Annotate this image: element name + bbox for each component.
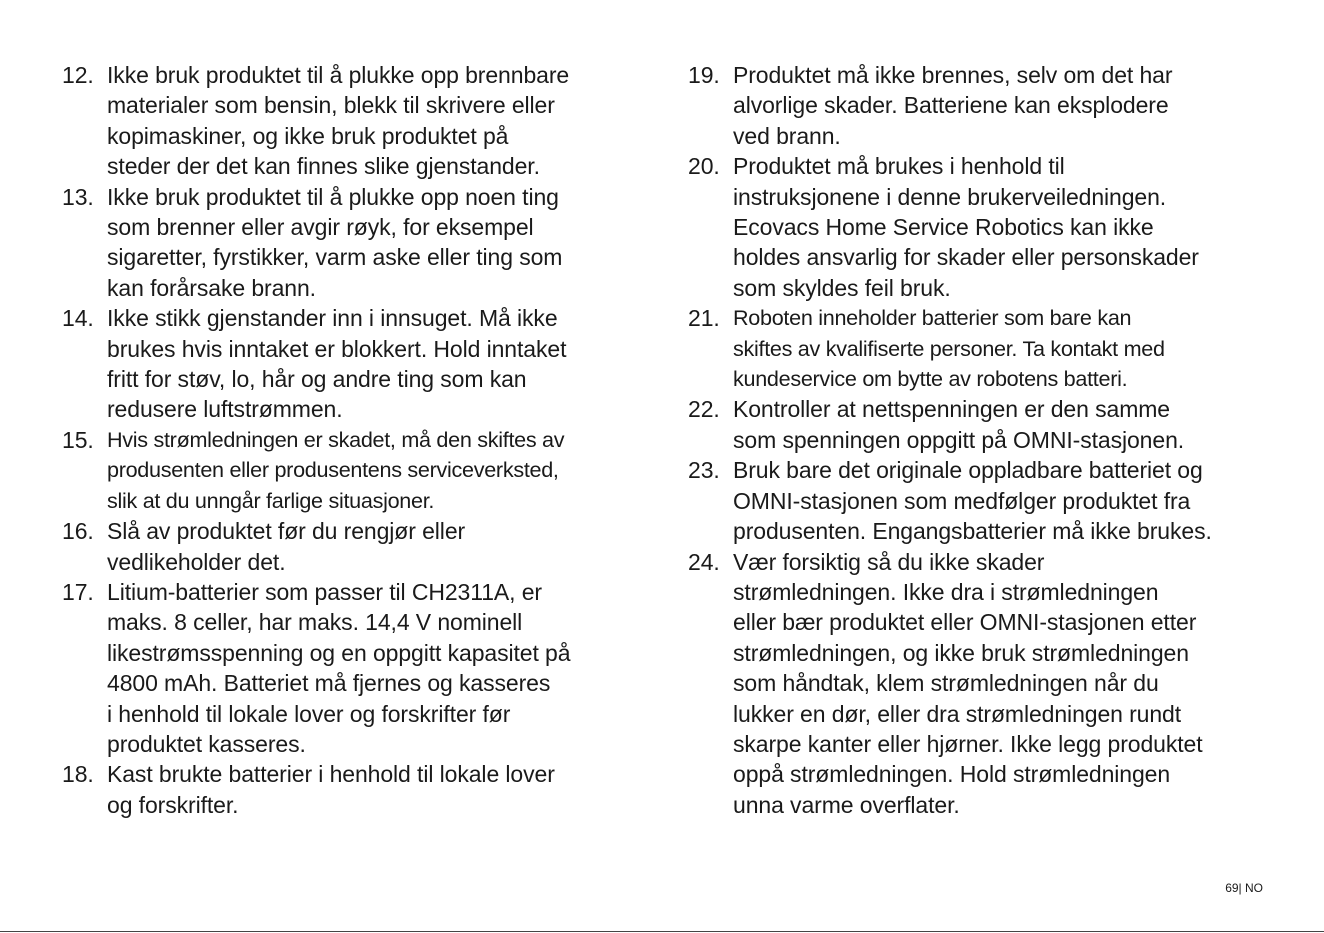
item-number: 13. [62,183,94,210]
item-text-line: strømledningen, og ikke bruk strømledningen [733,639,1189,666]
item-text-line: kopimaskiner, og ikke bruk produktet på [107,122,509,149]
item-text-line: som håndtak, klem strømledningen når du [733,670,1159,697]
item-text-line: Ikke bruk produktet til å plukke opp noen ting [107,183,559,210]
item-text-line: og forskrifter. [107,791,239,818]
item-text-line: produsenten eller produsentens serviceverksted, [107,457,559,483]
item-text-line: Hvis strømledningen er skadet, må den skiftes av [107,426,565,452]
item-text-line: OMNI-stasjonen som medfølger produktet fra [733,487,1191,514]
item-text-line: Kontroller at nettspenningen er den samme [733,396,1170,423]
item-text-line: brukes hvis inntaket er blokkert. Hold inntaket [107,335,567,362]
list-item [688,455,1278,546]
item-text-line: Litium-batterier som passer til CH2311A, er [107,578,542,605]
item-text-line: eller bær produktet eller OMNI-stasjonen etter [733,609,1197,636]
list-item [62,60,652,182]
list-item [62,759,652,820]
item-text-line: Kast brukte batterier i henhold til lokale lover [107,761,555,788]
item-text-line: redusere luftstrømmen. [107,396,343,423]
list-item [62,182,652,304]
item-number: 18. [62,761,94,788]
item-text-line: kundeservice om bytte av robotens batteri. [733,366,1128,392]
item-text-line: likestrømsspenning og en oppgitt kapasitet på [107,639,571,666]
list-item [62,577,652,759]
item-text-line: i henhold til lokale lover og forskrifter før [107,700,511,727]
item-text-line: materialer som bensin, blekk til skrivere eller [107,92,555,119]
item-text-line: 4800 mAh. Batteriet må fjernes og kasseres [107,670,551,697]
item-text-line: vedlikeholder det. [107,548,286,575]
item-number: 20. [688,153,720,180]
item-text-line: ved brann. [733,122,841,149]
item-text-line: som spenningen oppgitt på OMNI-stasjonen. [733,426,1185,453]
item-text-line: som brenner eller avgir røyk, for eksempel [107,214,534,241]
item-number: 22. [688,396,720,423]
item-text-line: kan forårsake brann. [107,274,316,301]
item-text-line: lukker en dør, eller dra strømledningen rundt [733,700,1182,727]
item-text-line: steder der det kan finnes slike gjenstander. [107,153,540,180]
item-text-line: Ikke bruk produktet til å plukke opp brennbare [107,62,570,88]
item-number: 12. [62,62,94,88]
page-number: 69| NO [1225,881,1263,895]
item-text-line: skarpe kanter eller hjørner. Ikke legg produktet [733,730,1203,757]
item-number: 19. [688,62,720,88]
item-text-line: fritt for støv, lo, hår og andre ting som kan [107,366,527,393]
item-text-line: Produktet må ikke brennes, selv om det har [733,62,1173,88]
right-column-list [688,60,1278,820]
item-text-line: som skyldes feil bruk. [733,274,951,301]
left-column-list [62,60,652,820]
item-number: 17. [62,578,94,605]
item-text-line: produsenten. Engangsbatterier må ikke brukes. [733,518,1212,545]
item-text-line: alvorlige skader. Batteriene kan eksplodere [733,92,1169,119]
item-text-line: unna varme overflater. [733,791,960,818]
item-text-line: Ikke stikk gjenstander inn i innsuget. Må ikke [107,305,558,332]
item-number: 14. [62,305,94,332]
list-item [62,303,652,425]
item-text-line: Bruk bare det originale oppladbare batteriet og [733,457,1203,484]
list-item [62,425,652,516]
item-text-line: instruksjonene i denne brukerveiledningen. [733,183,1167,210]
item-number: 21. [688,305,720,332]
item-number: 23. [688,457,720,484]
item-text-line: Vær forsiktig så du ikke skader [733,548,1045,575]
item-text-line: produktet kasseres. [107,730,306,757]
item-text-line: sigaretter, fyrstikker, varm aske eller ting som [107,244,563,271]
list-item [62,516,652,577]
list-item [688,547,1278,821]
item-text-line: slik at du unngår farlige situasjoner. [107,487,435,513]
item-text-line: Ecovacs Home Service Robotics kan ikke [733,214,1154,241]
list-item [688,394,1278,455]
bottom-divider [0,931,1324,932]
list-item [688,60,1278,151]
list-item [688,151,1278,303]
item-text-line: holdes ansvarlig for skader eller personskader [733,244,1199,271]
item-text-line: oppå strømledningen. Hold strømledningen [733,761,1171,788]
item-number: 16. [62,518,94,545]
item-number: 15. [62,426,94,453]
item-text-line: strømledningen. Ikke dra i strømledningen [733,578,1159,605]
item-text-line: Produktet må brukes i henhold til [733,153,1065,180]
item-text-line: Roboten inneholder batterier som bare kan [733,305,1132,331]
list-item [688,303,1278,394]
item-text-line: maks. 8 celler, har maks. 14,4 V nominell [107,609,523,636]
item-text-line: skiftes av kvalifiserte personer. Ta kontakt med [733,335,1165,361]
item-text-line: Slå av produktet før du rengjør eller [107,518,466,545]
item-number: 24. [688,548,720,575]
